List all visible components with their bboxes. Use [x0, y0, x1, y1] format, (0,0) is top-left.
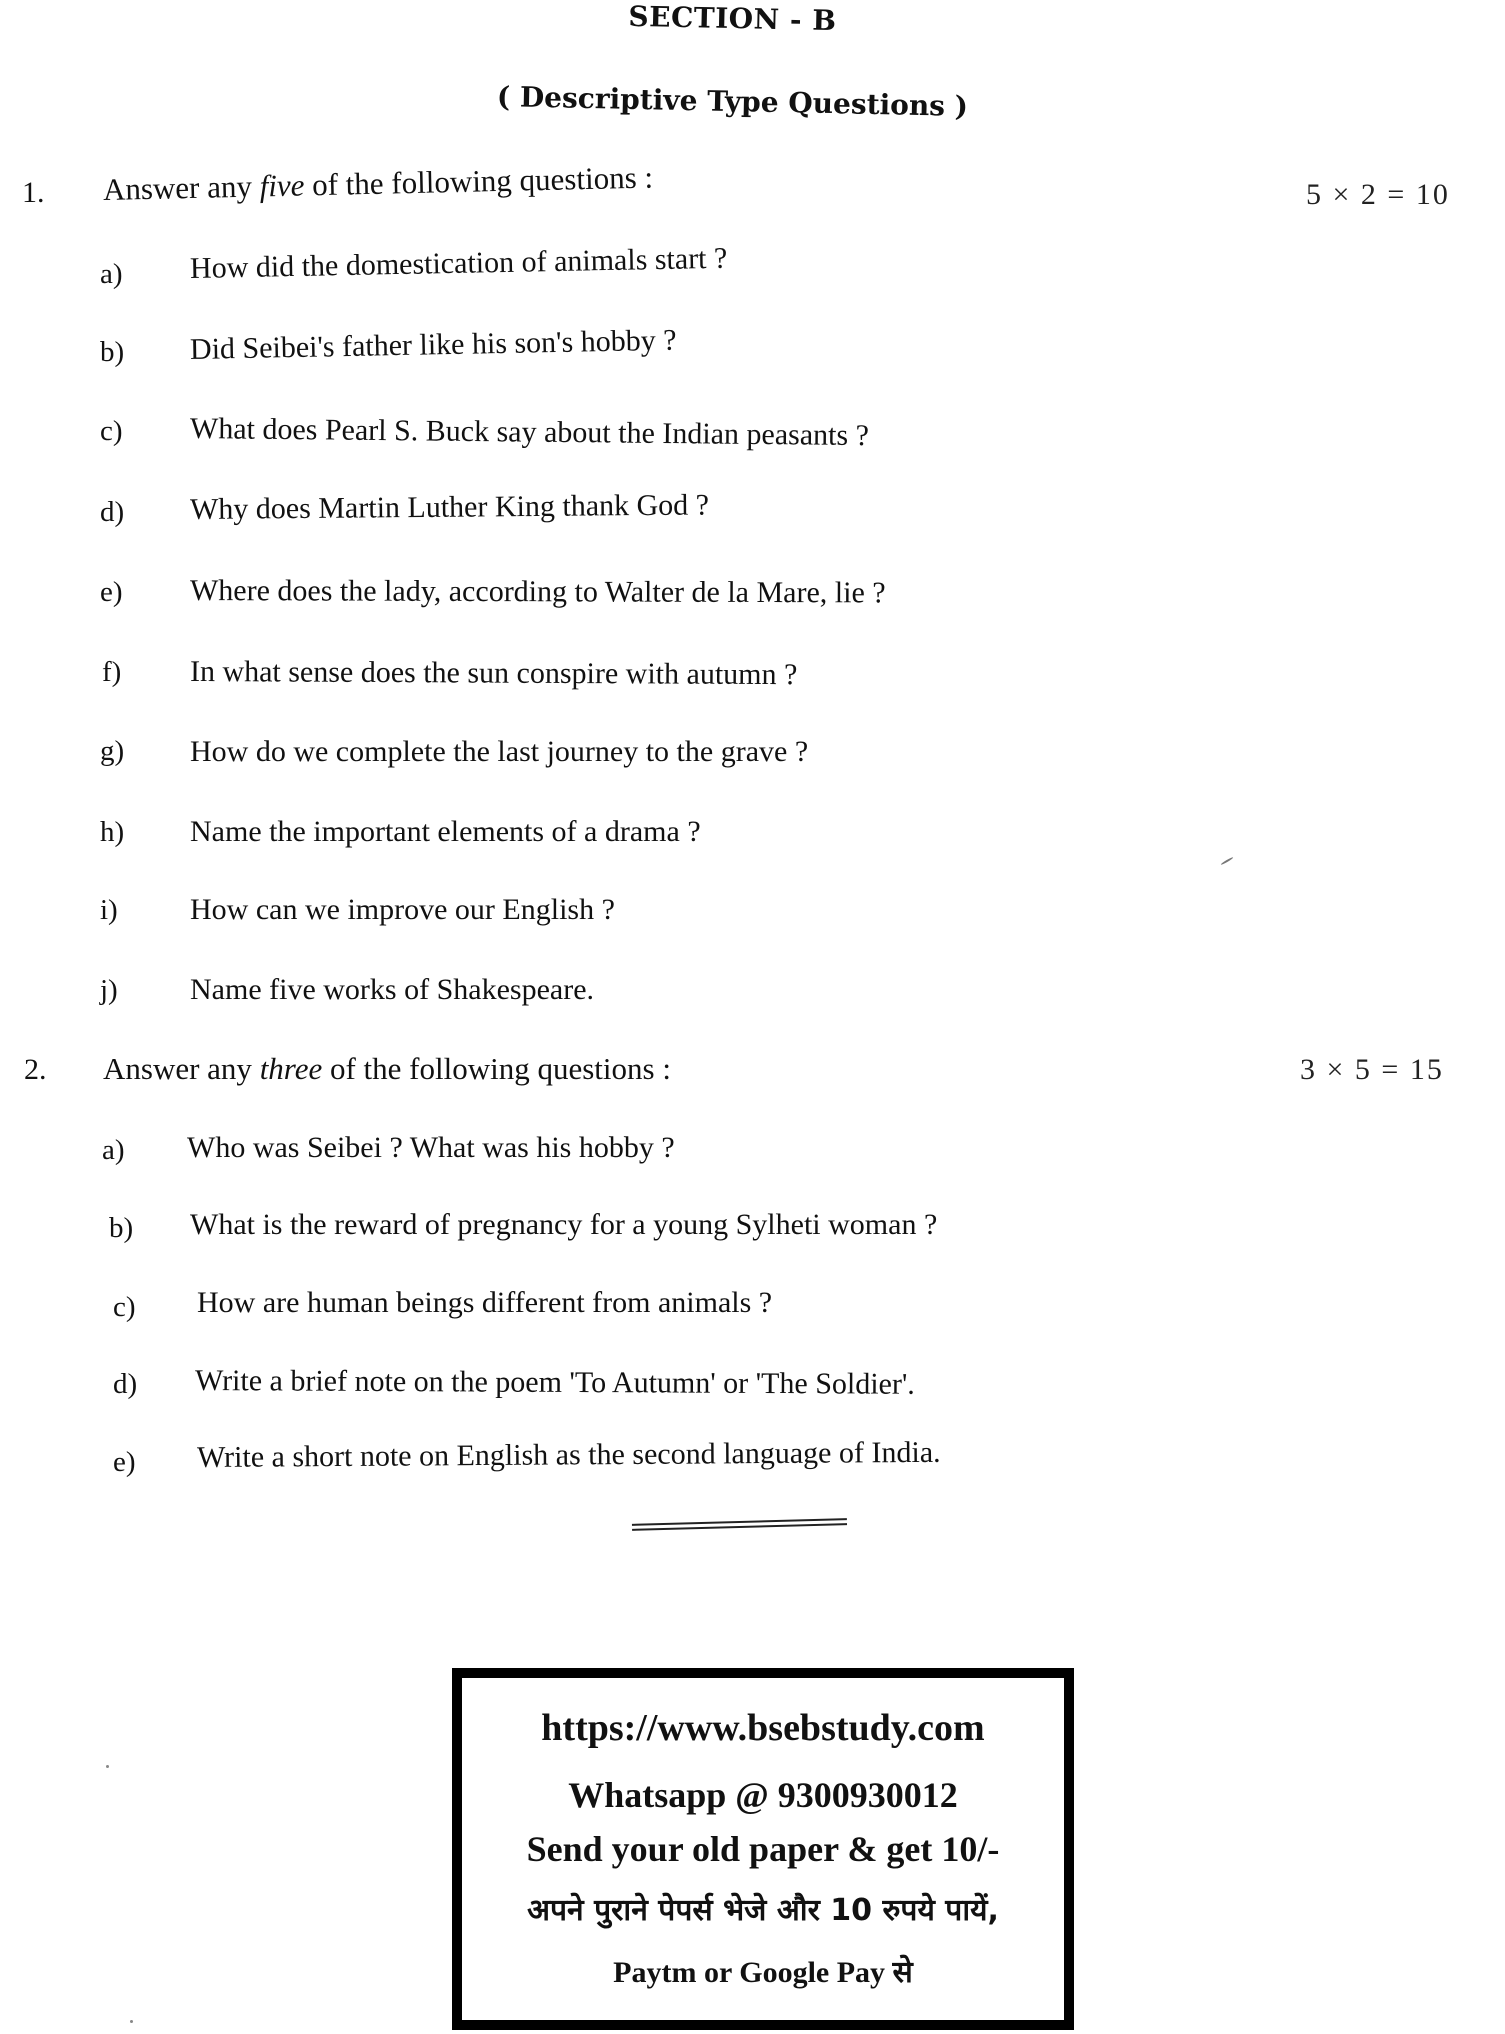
- item-label: g): [100, 735, 125, 767]
- question-item: Write a short note on English as the second language of India.: [196, 1435, 941, 1474]
- scan-speck: [106, 1765, 109, 1768]
- question-item: How are human beings different from animals ?: [197, 1286, 773, 1319]
- question-item: In what sense does the sun conspire with autumn ?: [189, 655, 798, 692]
- question-number: 2.: [24, 1053, 47, 1086]
- item-label: d): [100, 496, 125, 528]
- section-title: SECTION - B: [628, 0, 837, 38]
- item-label: e): [113, 1446, 136, 1478]
- item-label: b): [100, 336, 125, 368]
- question-item: Write a brief note on the poem 'To Autumn' or 'The Soldier'.: [194, 1364, 915, 1401]
- question-item: Where does the lady, according to Walter de la Mare, lie ?: [189, 574, 886, 610]
- question-item: What is the reward of pregnancy for a young Sylheti woman ?: [190, 1208, 938, 1241]
- item-label: c): [100, 415, 123, 447]
- promo-box: [452, 1668, 1074, 2030]
- question-item: How do we complete the last journey to the grave ?: [190, 735, 809, 768]
- promo-offer-english: Send your old paper & get 10/-: [526, 1829, 1000, 1869]
- question-stem: Answer any three of the following questions :: [103, 1051, 671, 1086]
- item-label: c): [113, 1291, 136, 1323]
- question-item: How can we improve our English ?: [190, 893, 615, 926]
- promo-offer-hindi: अपने पुराने पेपर्स भेजे और 10 रुपये पायें,: [527, 1893, 999, 1928]
- question-number: 1.: [22, 176, 45, 209]
- question-item: Who was Seibei ? What was his hobby ?: [187, 1131, 675, 1164]
- stem-emphasis: five: [259, 167, 305, 204]
- question-item: Name the important elements of a drama ?: [190, 815, 701, 848]
- promo-whatsapp: Whatsapp @ 9300930012: [568, 1775, 958, 1815]
- item-label: d): [113, 1368, 138, 1400]
- stem-emphasis: three: [259, 1051, 323, 1086]
- question-item: Name five works of Shakespeare.: [190, 973, 595, 1006]
- item-label: b): [109, 1212, 134, 1244]
- item-label: j): [100, 974, 118, 1006]
- item-label: a): [100, 258, 123, 290]
- end-of-section-rule: [632, 1518, 847, 1532]
- question-item: Did Seibei's father like his son's hobby ?: [189, 323, 677, 366]
- question-item: How did the domestication of animals start ?: [189, 241, 728, 285]
- question-marks: 3 × 5 = 15: [1300, 1053, 1444, 1086]
- question-stem: Answer any five of the following questions :: [102, 159, 654, 207]
- scan-speck: [1220, 857, 1233, 866]
- section-subtitle: ( Descriptive Type Questions ): [496, 80, 969, 123]
- promo-payment: Paytm or Google Pay से: [613, 1956, 913, 1989]
- promo-website: https://www.bsebstudy.com: [541, 1707, 985, 1749]
- item-label: a): [102, 1134, 125, 1166]
- item-label: h): [100, 816, 125, 848]
- item-label: e): [100, 576, 123, 608]
- item-label: f): [102, 656, 122, 688]
- item-label: i): [100, 894, 118, 926]
- question-marks: 5 × 2 = 10: [1306, 178, 1450, 211]
- question-item: What does Pearl S. Buck say about the Indian peasants ?: [189, 412, 870, 453]
- question-item: Why does Martin Luther King thank God ?: [189, 488, 710, 526]
- scan-speck: [130, 2020, 133, 2023]
